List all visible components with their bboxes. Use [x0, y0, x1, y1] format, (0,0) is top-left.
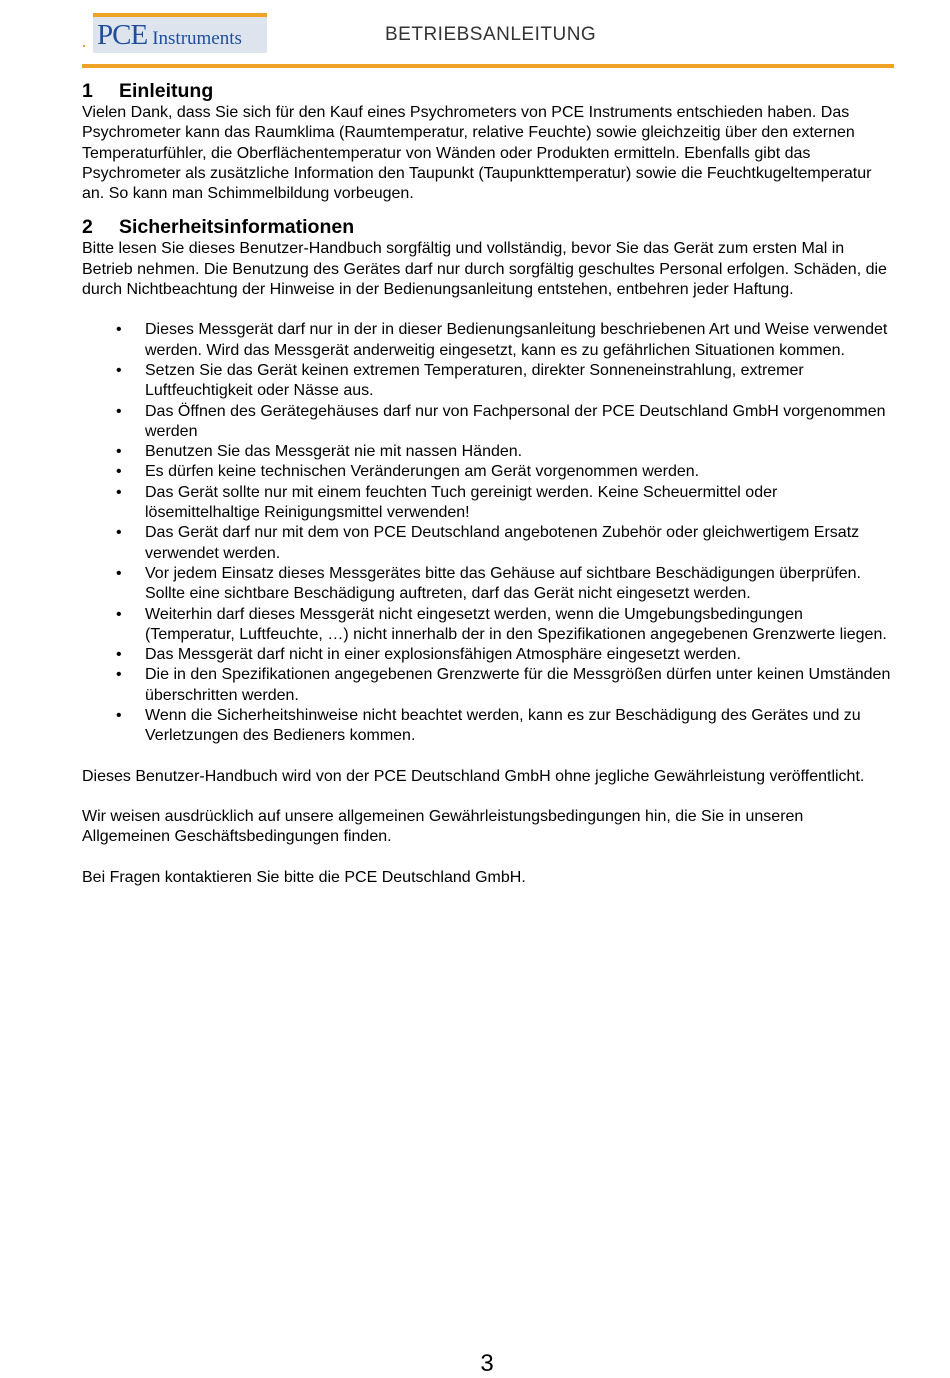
- safety-list-item: • Die in den Spezifikationen angegebenen Grenzwerte für die Messgrößen dürfen unter keinen Umständen überschritten werden.: [145, 665, 894, 706]
- safety-list-item: • Das Messgerät darf nicht in einer explosionsfähigen Atmosphäre eingesetzt werden.: [145, 645, 894, 665]
- disclaimer-paragraph: Dieses Benutzer-Handbuch wird von der PCE Deutschland GmbH ohne jegliche Gewährleistung veröffentlicht.: [82, 767, 865, 785]
- section-1-paragraph: Vielen Dank, dass Sie sich für den Kauf eines Psychrometers von PCE Instruments entschieden haben. Das Psychrometer kann das Raumklima (Raumtemperatur, relative Feuchte) sowie gleichzeitig über den externen Temperaturfühler, die Oberflächentemperatur von Wänden oder Produkten ermitteln. Ebenfalls gibt das Psychrometer als zusätzliche Information den Taupunkt (Taupunkttemperatur) sowie die Feuchtkugeltemperatur an. So kann man Schimmelbildung vorbeugen.: [82, 104, 872, 203]
- safety-list-item: • Das Gerät darf nur mit dem von PCE Deutschland angebotenen Zubehör oder gleichwertigem Ersatz verwendet werden.: [145, 523, 894, 564]
- safety-list-item: • Benutzen Sie das Messgerät nie mit nassen Händen.: [145, 442, 894, 462]
- safety-list-item: • Es dürfen keine technischen Veränderungen am Gerät vorgenommen werden.: [145, 462, 894, 482]
- safety-list-item: • Weiterhin darf dieses Messgerät nicht eingesetzt werden, wenn die Umgebungsbedingungen (Temperatur, Luftfeuchte, …) nicht innerhalb der in den Spezifikationen angegebenen Grenzwerte liegen.: [145, 605, 894, 646]
- document-header-title: BETRIEBSANLEITUNG: [385, 24, 597, 45]
- section-2-title: Sicherheitsinformationen: [119, 216, 355, 239]
- safety-list-item: • Das Öffnen des Gerätegehäuses darf nur von Fachpersonal der PCE Deutschland GmbH vorgenommen werden: [145, 402, 894, 443]
- safety-list-item: • Setzen Sie das Gerät keinen extremen Temperaturen, direkter Sonneneinstrahlung, extremer Luftfeuchtigkeit oder Nässe aus.: [145, 361, 894, 402]
- section-2-number: 2: [82, 216, 93, 239]
- page-number: 3: [480, 1350, 494, 1377]
- header-divider: [82, 64, 894, 68]
- logo-accent-dot: [83, 45, 85, 47]
- safety-list-item: • Dieses Messgerät darf nur in der in dieser Bedienungsanleitung beschriebenen Art und Weise verwendet werden. Wird das Messgerät anderweitig eingesetzt, kann es zu gefährlichen Situationen kommen.: [145, 320, 894, 361]
- warranty-paragraph: Wir weisen ausdrücklich auf unsere allgemeinen Gewährleistungsbedingungen hin, die Sie in unseren Allgemeinen Geschäftsbedingungen finden.: [82, 807, 804, 846]
- section-2-intro: Bitte lesen Sie dieses Benutzer-Handbuch sorgfältig und vollständig, bevor Sie das Gerät zum ersten Mal in Betrieb nehmen. Die Benutzung des Gerätes darf nur durch sorgfältig geschultes Personal erfolgen. Schäden, die durch Nichtbeachtung der Hinweise in der Bedienungsanleitung entstehen, entbehren jeder Haftung.: [82, 240, 887, 299]
- section-1-title: Einleitung: [119, 80, 214, 102]
- section-1-number: 1: [82, 80, 93, 102]
- safety-list-item: • Das Gerät sollte nur mit einem feuchten Tuch gereinigt werden. Keine Scheuermittel oder lösemittelhaltige Reinigungsmittel verwenden!: [145, 483, 894, 524]
- section-1-heading: [82, 80, 894, 103]
- safety-list-item: • Vor jedem Einsatz dieses Messgerätes bitte das Gehäuse auf sichtbare Beschädigungen überprüfen. Sollte eine sichtbare Beschädigung auftreten, darf das Gerät nicht eingesetzt werden.: [145, 564, 894, 605]
- logo-sub-text: Instruments: [152, 28, 242, 49]
- pce-instruments-logo: [93, 13, 267, 53]
- contact-paragraph: Bei Fragen kontaktieren Sie bitte die PCE Deutschland GmbH.: [82, 868, 526, 886]
- safety-list-item: • Wenn die Sicherheitshinweise nicht beachtet werden, kann es zur Beschädigung des Gerätes und zu Verletzungen des Bedieners kommen.: [145, 706, 894, 747]
- logo-brand-text: PCE: [97, 18, 148, 51]
- safety-list: [82, 320, 894, 746]
- section-2-heading: [82, 216, 894, 239]
- page-content: [82, 80, 894, 888]
